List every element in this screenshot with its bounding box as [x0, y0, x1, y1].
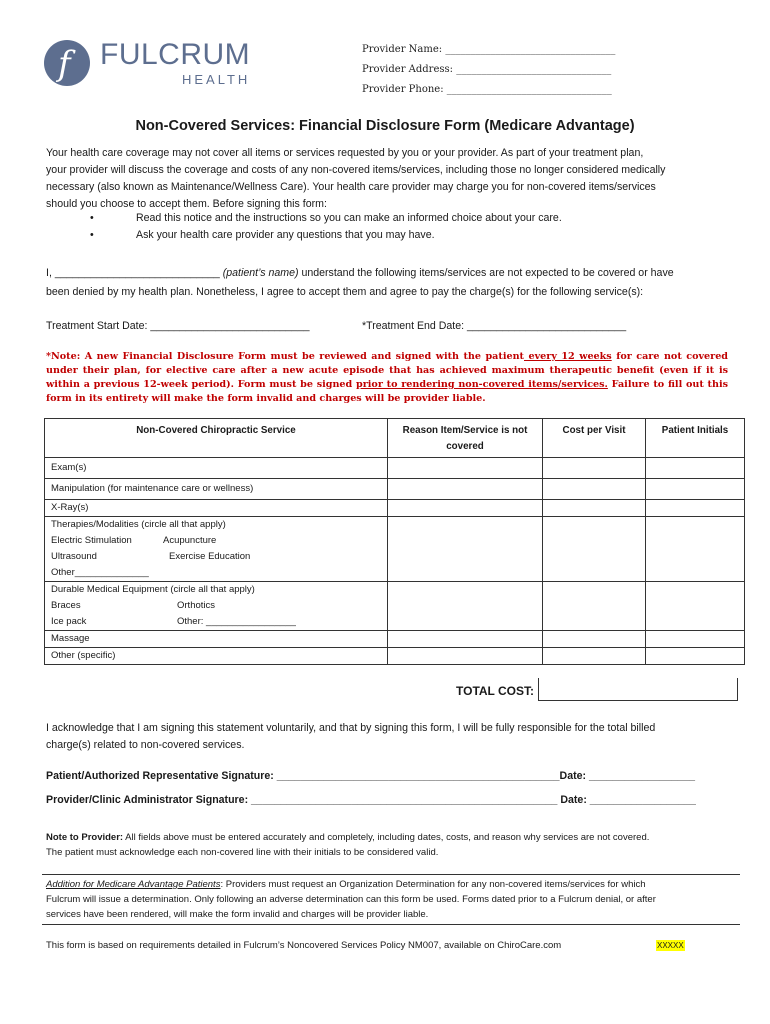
cost-cell[interactable]: [543, 500, 646, 517]
intro-paragraph: [46, 145, 728, 213]
reason-cell[interactable]: [388, 458, 543, 479]
reason-cell[interactable]: [388, 517, 543, 582]
reason-cell[interactable]: [388, 631, 543, 648]
logo-name: FULCRUM: [100, 38, 251, 71]
total-cost-label: TOTAL COST:: [456, 684, 534, 698]
cost-cell[interactable]: [543, 582, 646, 631]
logo-subtitle: HEALTH: [182, 72, 251, 87]
bullet-item: Ask your health care provider any questions that you may have.: [136, 229, 435, 241]
acknowledge-paragraph: I, ____________________________ (patient’s name) understand the following items/services are not expected to be covered or have been denied by my health plan. Nonetheless, I agree to accept them and agree to pay the charge(s) for the following service(s):: [46, 267, 674, 298]
column-header-service: Non-Covered Chiropractic Service: [45, 419, 388, 458]
footer-text: This form is based on requirements detailed in Fulcrum’s Noncovered Services Policy NM007, available on ChiroCare.com: [46, 940, 562, 951]
initials-cell[interactable]: [646, 631, 745, 648]
provider-signature-field[interactable]: Provider/Clinic Administrator Signature: ____________________________________________________ Date: __________________: [46, 794, 696, 806]
provider-address-field[interactable]: Provider Address: _______________________________: [362, 64, 612, 75]
fulcrum-logo: [44, 38, 254, 94]
medicare-addition-box: Addition for Medicare Advantage Patients: Providers must request an Organization Determination for any non-covered items/services for which Fulcrum will issue a determination. Only following an adverse determination can this form be used. Forms dated prior to a Fulcrum denial, or after services have been rendered, will make the form invalid and charges will be provider liable.: [42, 874, 740, 925]
reason-cell[interactable]: [388, 500, 543, 517]
form-title: Non-Covered Services: Financial Disclosure Form (Medicare Advantage): [135, 118, 635, 134]
reason-cell[interactable]: [388, 582, 543, 631]
patient-name-field[interactable]: I, ____________________________: [46, 267, 223, 279]
cost-cell[interactable]: [543, 631, 646, 648]
bullet-dot: •: [90, 212, 94, 224]
initials-cell[interactable]: [646, 458, 745, 479]
initials-cell[interactable]: [646, 500, 745, 517]
note-to-provider: Note to Provider: All fields above must be entered accurately and completely, including dates, costs, and reason why services are not covered. The patient must acknowledge each non-covered line with their initials to be considered valid.: [46, 832, 650, 858]
initials-cell[interactable]: [646, 479, 745, 500]
provider-name-field[interactable]: Provider Name: __________________________________: [362, 44, 616, 55]
column-header-initials: Patient Initials: [646, 419, 745, 458]
cost-cell[interactable]: [543, 517, 646, 582]
treatment-end-date-field[interactable]: *Treatment End Date: ___________________________: [362, 320, 627, 332]
initials-cell[interactable]: [646, 648, 745, 665]
bullet-dot: •: [90, 229, 94, 241]
table-row: Ice pack Other: _________________: [45, 614, 388, 631]
column-header-cost: Cost per Visit: [543, 419, 646, 458]
cost-cell[interactable]: [543, 648, 646, 665]
table-row: Electric Stimulation Acupuncture: [45, 533, 388, 549]
table-row: Manipulation (for maintenance care or wellness): [45, 479, 388, 500]
initials-cell[interactable]: [646, 517, 745, 582]
cost-cell[interactable]: [543, 458, 646, 479]
reason-cell[interactable]: [388, 648, 543, 665]
note-warning: *Note: A new Financial Disclosure Form must be reviewed and signed with the patient every 12 weeks for care not covered under their plan, for elective care after a new acute episode that has achieved maximum therapeutic benefit (even if it is within a previous 12-week period). Form must be signed prior to rendering non-covered items/services. Failure to fill out this form in its entirety will make the form invalid and charges will be provider liable.: [46, 351, 729, 404]
reason-cell[interactable]: [388, 479, 543, 500]
treatment-start-date-field[interactable]: Treatment Start Date: ___________________________: [46, 320, 310, 332]
form-code: XXXXX: [657, 941, 684, 950]
initials-cell[interactable]: [646, 582, 745, 631]
provider-phone-field[interactable]: Provider Phone: _________________________________: [362, 84, 612, 95]
logo-mark-icon: f: [44, 40, 90, 86]
cost-cell[interactable]: [543, 479, 646, 500]
services-table: [44, 418, 745, 665]
total-cost-field[interactable]: [538, 678, 738, 701]
bullet-item: Read this notice and the instructions so you can make an informed choice about your care.: [136, 212, 562, 224]
voluntary-ack: I acknowledge that I am signing this statement voluntarily, and that by signing this form, I will be fully responsible for the total billed charge(s) related to non-covered services.: [46, 722, 656, 751]
intro-line: necessary (also known as Maintenance/Wellness Care). Your health care provider may charge you for non-covered items/services: [46, 181, 656, 193]
table-row: Therapies/Modalities (circle all that apply): [45, 517, 388, 534]
intro-line: Your health care coverage may not cover all items or services requested by you or your provider. As part of your treatment plan,: [46, 147, 644, 159]
intro-line: should you choose to accept them. Before signing this form:: [46, 198, 327, 210]
patient-signature-field[interactable]: Patient/Authorized Representative Signature: ________________________________________________Date: __________________: [46, 770, 696, 782]
column-header-reason: Reason Item/Service is not covered: [388, 419, 543, 458]
table-row: Durable Medical Equipment (circle all that apply): [45, 582, 388, 599]
table-row: Ultrasound Exercise Education: [45, 549, 388, 565]
table-row: X-Ray(s): [45, 500, 388, 517]
intro-line: your provider will discuss the coverage and costs of any non-covered items/services, including those no longer considered medically: [46, 164, 666, 176]
table-row: Massage: [45, 631, 388, 648]
patient-name-hint: (patient’s name): [222, 267, 299, 279]
table-row: Other (specific): [45, 648, 388, 665]
table-row: Braces Orthotics: [45, 598, 388, 614]
table-row: Exam(s): [45, 458, 388, 479]
table-row: Other______________: [45, 565, 388, 582]
